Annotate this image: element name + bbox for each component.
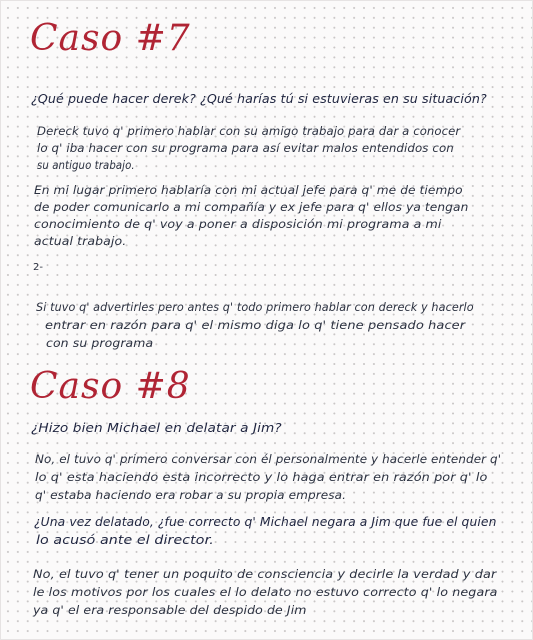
caso7-answer-2-line-3: conocimiento de q' voy a poner a disposición mi programa a mi: [34, 217, 442, 231]
caso8-answer-2-line-2: le los motivos por los cuales el lo delato no estuvo correcto q' lo negara: [33, 585, 498, 599]
caso8-heading: Caso #8: [30, 366, 191, 407]
caso7-answer-2-line-1: En mi lugar primero hablaría con mi actual jefe para q' me de tiempo: [34, 183, 463, 197]
caso7-answer-1-line-1: Dereck tuvo q' primero hablar con su amigo trabajo para dar a conocer: [37, 124, 461, 138]
caso8-question-2-line-2: lo acusó ante el director.: [36, 532, 214, 547]
caso7-item-marker: 2-: [33, 262, 43, 273]
caso8-answer-2-line-3: ya q' el era responsable del despido de Jim: [33, 603, 307, 617]
caso7-heading: Caso #7: [30, 18, 191, 59]
caso7-answer-1-line-2: lo q' iba hacer con su programa para así evitar malos entendidos con: [37, 141, 454, 155]
caso8-question-1: ¿Hizo bien Michael en delatar a Jim?: [31, 420, 282, 435]
caso8-answer-1-line-2: lo q' esta haciendo esta incorrecto y lo haga entrar en razón por q' lo: [35, 470, 488, 484]
caso7-question-1: ¿Qué puede hacer derek? ¿Qué harías tú si estuvieras en su situación?: [31, 91, 487, 106]
caso7-answer-2-line-4: actual trabajo.: [34, 234, 127, 248]
caso7-answer-3-line-1: Si tuvo q' advertirles pero antes q' todo primero hablar con dereck y hacerlo: [36, 300, 474, 314]
caso8-answer-1-line-1: No, el tuvo q' primero conversar con él personalmente y hacerle entender q': [35, 452, 502, 466]
caso8-question-2-line-1: ¿Una vez delatado, ¿fue correcto q' Michael negara a Jim que fue el quien: [34, 514, 497, 529]
caso7-answer-2-line-2: de poder comunicarlo a mi compañía y ex jefe para q' ellos ya tengan: [34, 200, 469, 214]
caso7-answer-3-line-2: entrar en razón para q' el mismo diga lo q' tiene pensado hacer: [45, 318, 466, 332]
caso8-answer-1-line-3: q' estaba haciendo era robar a su propia empresa.: [35, 488, 347, 502]
caso7-answer-1-line-3: su antiguo trabajo.: [37, 158, 135, 172]
caso7-answer-3-line-3: con su programa: [46, 336, 154, 350]
caso8-answer-2-line-1: No, el tuvo q' tener un poquito de consciencia y decirle la verdad y dar: [33, 567, 497, 581]
